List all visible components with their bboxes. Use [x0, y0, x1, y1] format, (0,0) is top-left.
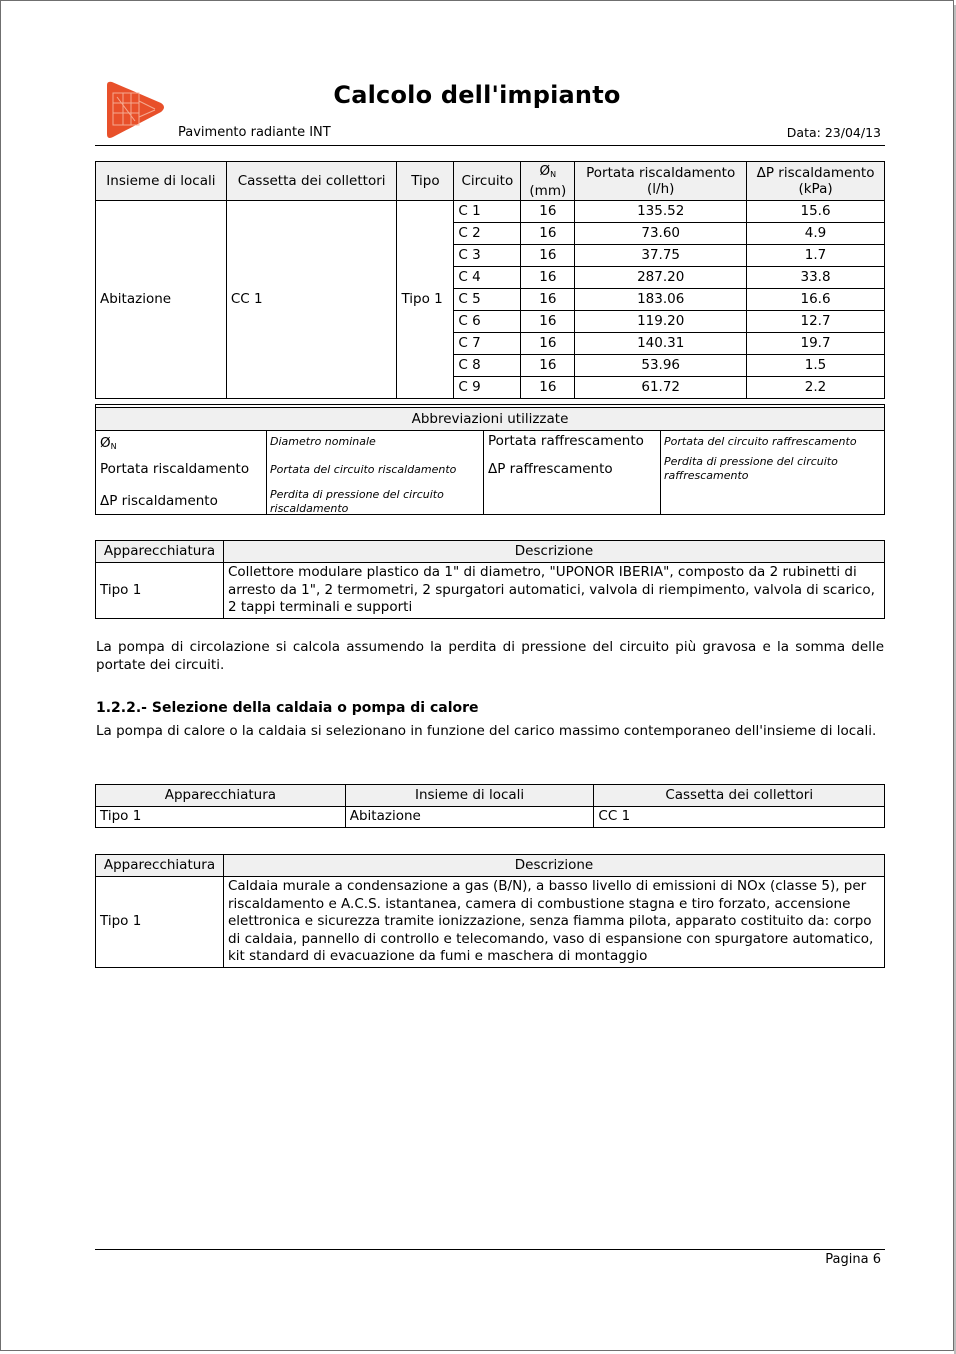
- cell-diametro: 16: [521, 377, 575, 399]
- abbr-diam-symbol: Ø: [100, 435, 111, 451]
- cell-portata: 119.20: [575, 311, 747, 333]
- portata-unit: (l/h): [647, 181, 675, 197]
- diam-sub: N: [550, 170, 557, 179]
- cell-circuito: C 1: [454, 201, 521, 223]
- cell-dp: 12.7: [747, 311, 885, 333]
- cell-insieme: Abitazione: [345, 807, 594, 828]
- cell-dp: 19.7: [747, 333, 885, 355]
- cell-cassetta: CC 1: [594, 807, 885, 828]
- table-row: [96, 201, 885, 223]
- abbr-portata-raff-desc: Portata del circuito raffrescamento: [664, 435, 857, 448]
- cell-diametro: 16: [521, 201, 575, 223]
- cell-dp: 1.7: [747, 245, 885, 267]
- cell-dp: 2.2: [747, 377, 885, 399]
- assignment-table: [95, 784, 885, 828]
- cell-circuito: C 5: [454, 289, 521, 311]
- cell-descrizione: Caldaia murale a condensazione a gas (B/N), a basso livello di emissioni di NOx (classe 5), per riscaldamento e A.C.S. istantanea, camera di combustione stagna e tiro forzato, accensione elettronica e sicurezza tramite ionizzazione, senza fiamma pilota, apparato costituito da: corpo di caldaia, pannello di controllo e telecomando, vaso di espansione con spurgatore automatico, kit standard di evacuazione da fumi e maschera di montaggio: [223, 877, 884, 968]
- pump-paragraph: La pompa di circolazione si calcola assumendo la perdita di pressione del circuito più gravosa e la somma delle portate dei circuiti.: [96, 639, 884, 673]
- section-paragraph: La pompa di calore o la caldaia si selezionano in funzione del carico massimo contemporaneo dell'insieme di locali.: [96, 723, 877, 739]
- abbr-dp-risc-desc: Perdita di pressione del circuito riscaldamento: [270, 488, 444, 515]
- header-divider: [95, 145, 885, 146]
- abbr-portata-raff-term: Portata raffrescamento: [488, 433, 644, 449]
- portata-label: Portata riscaldamento: [586, 165, 736, 181]
- col-dp: [747, 162, 885, 201]
- table-row: [96, 877, 885, 968]
- cell-portata: 135.52: [575, 201, 747, 223]
- dp-unit: (kPa): [798, 181, 833, 197]
- cell-circuito: C 2: [454, 223, 521, 245]
- circuit-table: [95, 161, 885, 399]
- col-portata: [575, 162, 747, 201]
- abbreviations-left: [96, 430, 483, 514]
- cell-diametro: 16: [521, 267, 575, 289]
- cell-circuito: C 3: [454, 245, 521, 267]
- cell-portata: 287.20: [575, 267, 747, 289]
- cell-insieme: Abitazione: [96, 201, 227, 399]
- cell-dp: 33.8: [747, 267, 885, 289]
- cell-apparecchiatura: Tipo 1: [96, 807, 346, 828]
- col-diametro: [521, 162, 575, 201]
- collector-table-header: [96, 541, 885, 563]
- table-row: [96, 807, 885, 828]
- boiler-table: [95, 854, 885, 968]
- cell-dp: 4.9: [747, 223, 885, 245]
- cell-portata: 37.75: [575, 245, 747, 267]
- abbreviations-title: Abbreviazioni utilizzate: [96, 407, 884, 431]
- diam-symbol: Ø: [539, 163, 551, 179]
- document-subtitle: Pavimento radiante INT: [178, 125, 331, 140]
- cell-circuito: C 8: [454, 355, 521, 377]
- footer-divider: [95, 1249, 885, 1250]
- abbr-dp-risc-term: ΔP riscaldamento: [100, 493, 218, 509]
- cell-diametro: 16: [521, 355, 575, 377]
- col-apparecchiatura: Apparecchiatura: [96, 785, 346, 807]
- col-cassetta: Cassetta dei collettori: [594, 785, 885, 807]
- col-descrizione: Descrizione: [223, 855, 884, 877]
- page-number: Pagina 6: [825, 1252, 881, 1267]
- col-cassetta: Cassetta dei collettori: [226, 162, 397, 201]
- cell-diametro: 16: [521, 245, 575, 267]
- collector-table: [95, 540, 885, 619]
- circuit-table-body: [96, 201, 885, 399]
- dp-label: ΔP riscaldamento: [756, 165, 875, 181]
- col-insieme: Insieme di locali: [345, 785, 594, 807]
- col-circuito: Circuito: [454, 162, 521, 201]
- cell-diametro: 16: [521, 311, 575, 333]
- diam-unit: (mm): [529, 183, 567, 199]
- abbr-diam-desc: Diametro nominale: [270, 435, 376, 448]
- abbr-dp-raff-term: ΔP raffrescamento: [488, 461, 613, 477]
- cell-diametro: 16: [521, 223, 575, 245]
- col-apparecchiatura: Apparecchiatura: [96, 541, 224, 563]
- col-insieme: Insieme di locali: [96, 162, 227, 201]
- cell-diametro: 16: [521, 289, 575, 311]
- cell-diametro: 16: [521, 333, 575, 355]
- col-descrizione: Descrizione: [223, 541, 884, 563]
- cell-portata: 140.31: [575, 333, 747, 355]
- cell-portata: 53.96: [575, 355, 747, 377]
- document-date: [787, 125, 881, 140]
- abbr-diam-term: [100, 435, 117, 451]
- cell-descrizione: Collettore modulare plastico da 1" di diametro, "UPONOR IBERIA", composto da 2 rubinetti di arresto da 1", 2 termometri, 2 spurgatori automatici, valvola di riempimento, valvola di scarico, 2 tappi terminali e supporti: [223, 563, 884, 619]
- abbreviations-right: [483, 430, 885, 514]
- assignment-table-header: [96, 785, 885, 807]
- cell-apparecchiatura: Tipo 1: [96, 877, 224, 968]
- cell-portata: 61.72: [575, 377, 747, 399]
- date-value: 23/04/13: [824, 125, 881, 140]
- table-row: [96, 563, 885, 619]
- cell-cassetta: CC 1: [226, 201, 397, 399]
- boiler-table-header: [96, 855, 885, 877]
- abbr-dp-raff-desc: Perdita di pressione del circuito raffrescamento: [664, 455, 838, 482]
- abbreviations-box: [95, 404, 885, 515]
- section-title: Selezione della caldaia o pompa di calore: [151, 700, 479, 716]
- section-heading: [96, 700, 479, 716]
- col-apparecchiatura: Apparecchiatura: [96, 855, 224, 877]
- cell-circuito: C 4: [454, 267, 521, 289]
- cell-dp: 1.5: [747, 355, 885, 377]
- page-title: Calcolo dell'impianto: [333, 81, 621, 109]
- cell-apparecchiatura: Tipo 1: [96, 563, 224, 619]
- abbr-diam-sub: N: [110, 442, 117, 451]
- abbr-portata-risc-term: Portata riscaldamento: [100, 461, 250, 477]
- section-number: 1.2.2.-: [96, 700, 147, 716]
- cell-dp: 16.6: [747, 289, 885, 311]
- date-label: Data:: [786, 125, 821, 140]
- cell-tipo: Tipo 1: [397, 201, 454, 399]
- cell-portata: 73.60: [575, 223, 747, 245]
- cell-circuito: C 7: [454, 333, 521, 355]
- abbr-portata-risc-desc: Portata del circuito riscaldamento: [270, 463, 457, 476]
- cell-circuito: C 6: [454, 311, 521, 333]
- circuit-table-header: [96, 162, 885, 201]
- cell-portata: 183.06: [575, 289, 747, 311]
- cell-dp: 15.6: [747, 201, 885, 223]
- col-tipo: Tipo: [397, 162, 454, 201]
- cell-circuito: C 9: [454, 377, 521, 399]
